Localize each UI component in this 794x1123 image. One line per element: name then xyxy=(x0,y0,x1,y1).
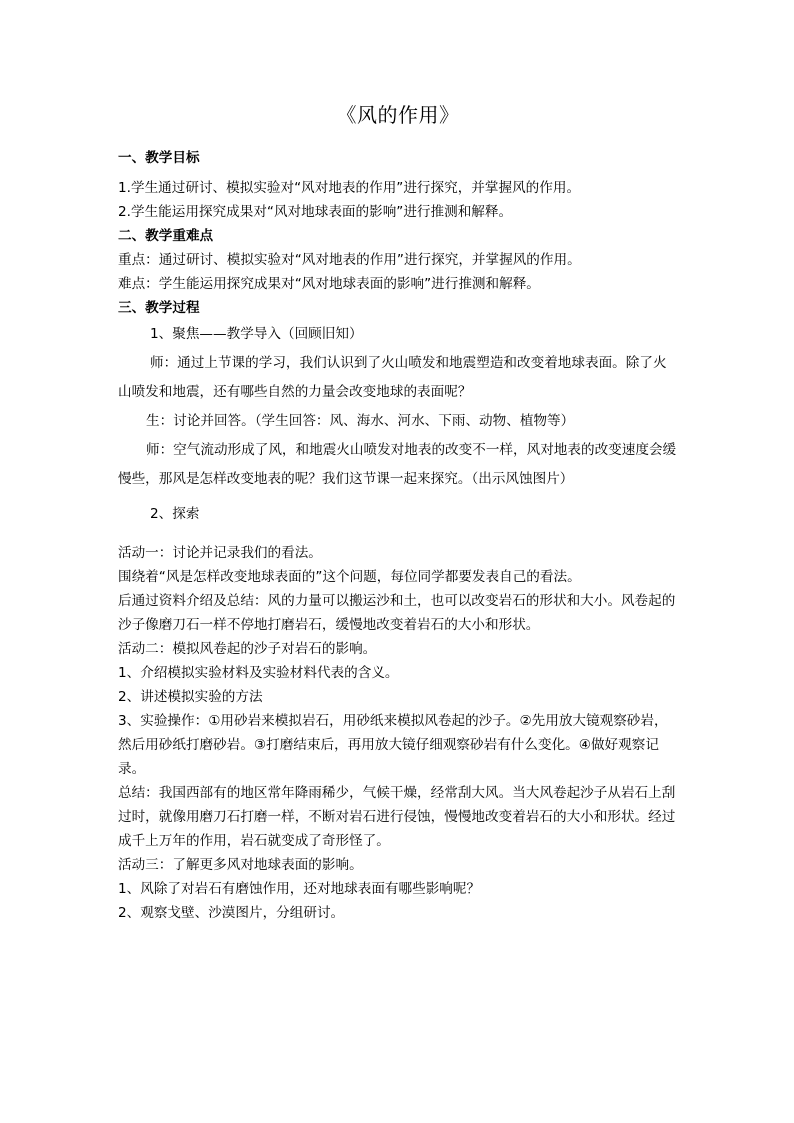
activity-2-step-1: 1、介绍模拟实验材料及实验材料代表的含义。 xyxy=(118,665,399,681)
key-point: 重点：通过研讨、模拟实验对“风对地表的作用”进行探究，并掌握风的作用。 xyxy=(118,252,581,268)
document-title: 《风的作用》 xyxy=(336,103,460,127)
activity-3-heading: 活动三：了解更多风对地球表面的影响。 xyxy=(118,857,363,873)
activity-2-step-2: 2、讲述模拟实验的方法 xyxy=(118,689,263,705)
section-heading-key-points: 二、教学重难点 xyxy=(118,228,214,244)
objective-2: 2.学生能运用探究成果对“风对地球表面的影响”进行推测和解释。 xyxy=(118,204,513,220)
student-answer: 生：讨论并回答。（学生回答：风、海水、河水、下雨、动物、植物等） xyxy=(146,413,575,429)
objective-1: 1.学生通过研讨、模拟实验对“风对地表的作用”进行探究，并掌握风的作用。 xyxy=(118,180,581,196)
spacer xyxy=(118,529,678,541)
teacher-intro: 师：通过上节课的学习，我们认识到了火山喷发和地震塑造和改变着地球表面。除了火山喷发和地震，还有哪些自然的力量会改变地球的表面呢？ xyxy=(118,355,667,400)
activity-1-summary: 后通过资料介绍及总结：风的力量可以搬运沙和土，也可以改变岩石的形状和大小。风卷起的沙子像磨刀石一样不停地打磨岩石，缓慢地改变着岩石的大小和形状。 xyxy=(118,593,676,633)
activity-2-step-3: 3、实验操作：①用砂岩来模拟岩石，用砂纸来模拟风卷起的沙子。②先用放大镜观察砂岩，然后用砂纸打磨砂岩。③打磨结束后，再用放大镜仔细观察砂岩有什么变化。④做好观察记录。 xyxy=(118,713,668,777)
activity-1-heading: 活动一：讨论并记录我们的看法。 xyxy=(118,545,322,561)
activity-1-text: 围绕着“风是怎样改变地球表面的”这个问题，每位同学都要发表自己的看法。 xyxy=(118,569,581,585)
section-heading-process: 三、教学过程 xyxy=(118,300,200,316)
difficult-point: 难点：学生能运用探究成果对“风对地球表面的影响”进行推测和解释。 xyxy=(118,276,540,292)
activity-2-heading: 活动二：模拟风卷起的沙子对岩石的影响。 xyxy=(118,641,377,657)
activity-2-summary: 总结：我国西部有的地区常年降雨稀少，气候干燥，经常刮大风。当大风卷起沙子从岩石上刮过时，就像用磨刀石打磨一样，不断对岩石进行侵蚀，慢慢地改变着岩石的大小和形状。经过成千上万年的作用，岩石就变成了奇形怪了。 xyxy=(118,785,676,849)
section-heading-objectives: 一、教学目标 xyxy=(118,150,200,166)
teacher-explanation: 师：空气流动形成了风，和地震火山喷发对地表的改变不一样，风对地表的改变速度会缓慢些，那风是怎样改变地表的呢？我们这节课一起来探究。（出示风蚀图片） xyxy=(118,442,677,487)
activity-3-step-2: 2、观察戈壁、沙漠图片，分组研讨。 xyxy=(118,905,345,921)
document-content xyxy=(118,100,678,925)
activity-3-step-1: 1、风除了对岩石有磨蚀作用，还对地球表面有哪些影响呢？ xyxy=(118,881,481,897)
process-step-1: 1、聚焦——教学导入（回顾旧知） xyxy=(150,326,363,342)
process-step-2: 2、探索 xyxy=(150,506,200,522)
